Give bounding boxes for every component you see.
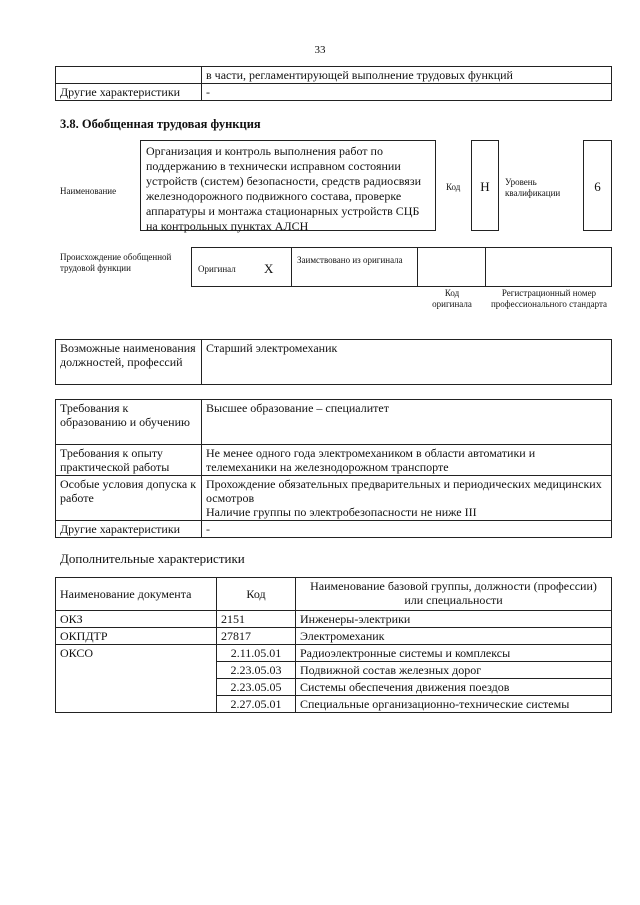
- table-row: ОКЗ 2151 Инженеры-электрики: [56, 611, 612, 628]
- code-value-box: [471, 140, 499, 231]
- table-row: 2.23.05.03 Подвижной состав железных дорог: [56, 662, 612, 679]
- requirement-row: Особые условия допуска к работе Прохождение обязательных предварительных и периодических медицинских осмотров Наличие группы по электробезопасности не ниже III: [56, 476, 612, 521]
- level-value-box: [583, 140, 612, 231]
- positions-value: Старший электромеханик: [202, 340, 612, 385]
- reg-number-caption: Регистрационный номер профессионального стандарта: [490, 288, 608, 309]
- level-value: 6: [594, 179, 601, 194]
- additional-header-row: Наименование документа Код Наименование базовой группы, должности (профессии) или специальности: [56, 578, 612, 611]
- origin-label: Происхождение обобщенной трудовой функции: [60, 252, 172, 273]
- additional-table: [55, 577, 612, 713]
- table-row: ОКСО 2.11.05.01 Радиоэлектронные системы и комплексы: [56, 645, 612, 662]
- original-mark: X: [264, 261, 274, 276]
- positions-label: Возможные наименования должностей, профессий: [56, 340, 202, 385]
- origin-divider-1: [291, 247, 292, 287]
- top-row2-value: -: [202, 84, 612, 101]
- table-row: 2.27.05.01 Специальные организационно-технические системы: [56, 696, 612, 713]
- code-value: H: [480, 179, 490, 194]
- function-name-box: [140, 140, 436, 231]
- top-table: [55, 66, 612, 101]
- section-title: 3.8. Обобщенная трудовая функция: [60, 117, 261, 131]
- name-label: Наименование: [60, 186, 117, 196]
- page-number: 33: [314, 44, 326, 56]
- additional-title: Дополнительные характеристики: [60, 551, 245, 566]
- original-label: Оригинал: [198, 264, 236, 274]
- requirement-row: Другие характеристики -: [56, 521, 612, 538]
- top-row2-label: Другие характеристики: [56, 84, 202, 101]
- requirement-row: Требования к образованию и обучению Высшее образование – специалитет: [56, 400, 612, 445]
- table-row: 2.23.05.05 Системы обеспечения движения поездов: [56, 679, 612, 696]
- code-original-caption: Код оригинала: [432, 288, 472, 309]
- code-label: Код: [446, 182, 461, 192]
- borrowed-label: Заимствовано из оригинала: [297, 255, 403, 265]
- origin-divider-3: [485, 247, 486, 287]
- level-label: Уровень квалификации: [505, 177, 561, 198]
- top-row1-value: в части, регламентирующей выполнение трудовых функций: [202, 67, 612, 84]
- origin-divider-2: [417, 247, 418, 287]
- positions-table: [55, 339, 612, 385]
- requirements-table: [55, 399, 612, 538]
- function-name-text: Организация и контроль выполнения работ по поддержанию в технически исправном состоянии устройств (систем) безопасности, средств радиосвязи железнодорожного подвижного состава, проверке аппаратуры и монтажа стационарных устройств СЦБ на контрольных пунктах АЛСН: [146, 144, 421, 233]
- requirement-row: Требования к опыту практической работы Не менее одного года электромехаником в области автоматики и телемеханики на железнодорожном транспорте: [56, 445, 612, 476]
- origin-table: [191, 247, 612, 287]
- table-row: ОКПДТР 27817 Электромеханик: [56, 628, 612, 645]
